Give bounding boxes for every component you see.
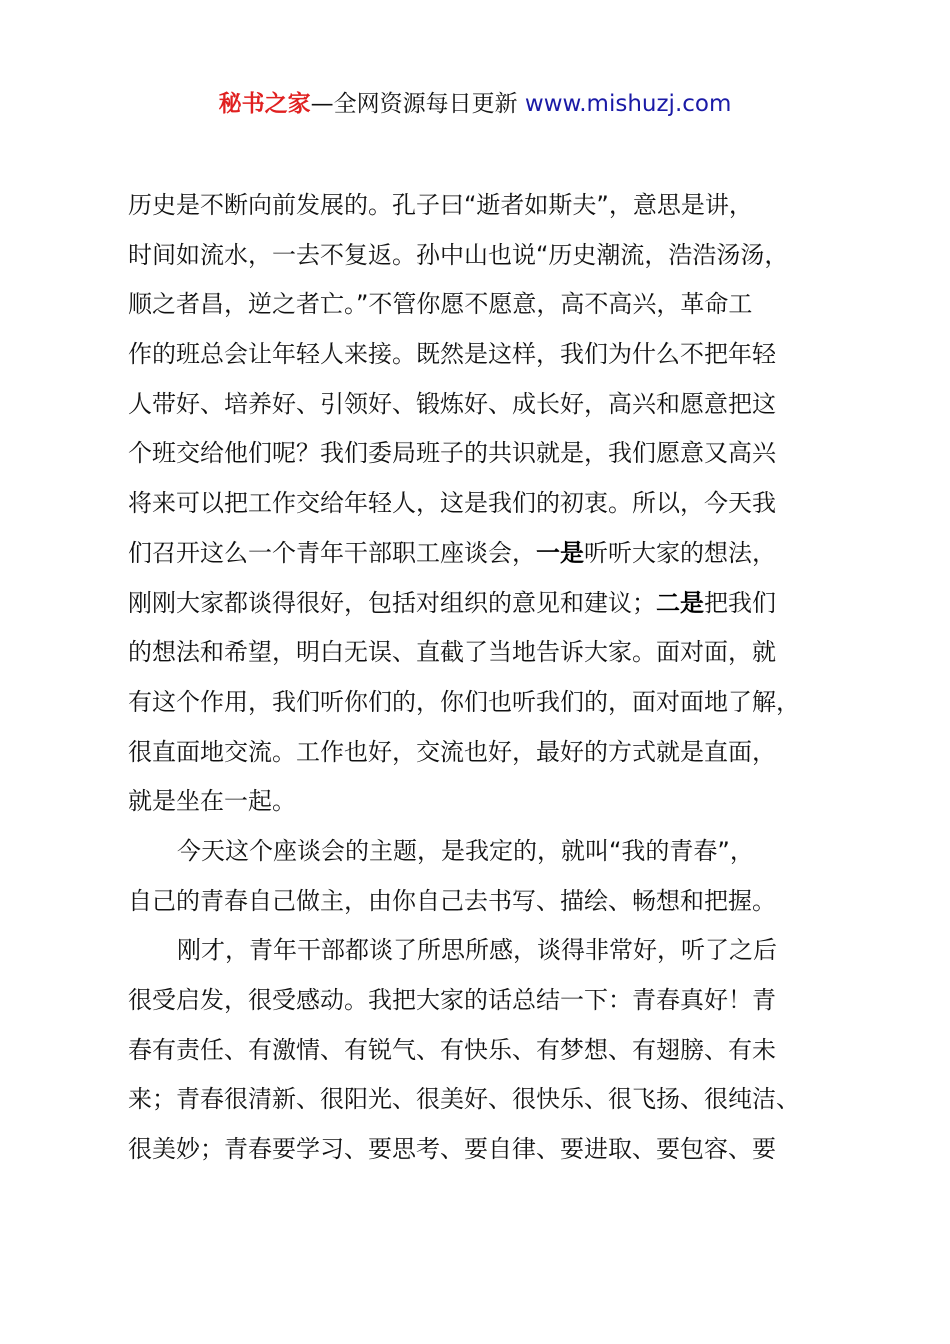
text-line-12: 很直面地交流。工作也好，交流也好，最好的方式就是直面，	[128, 737, 776, 766]
text-line-6: 个班交给他们呢？我们委局班子的共识就是，我们愿意又高兴	[128, 439, 776, 468]
text-line-19: 来；青春很清新、很阳光、很美好、很快乐、很飞扬、很纯洁、	[128, 1085, 800, 1114]
text-line-3: 顺之者昌，逆之者亡。”不管你愿不愿意，高不高兴，革命工	[128, 290, 753, 319]
text-line-15: 自己的青春自己做主，由你自己去书写、描绘、畅想和把握。	[128, 886, 776, 915]
text-line-1: 历史是不断向前发展的。孔子曰“逝者如斯夫”，意思是讲，	[128, 191, 753, 219]
text-line-11: 有这个作用，我们听你们的，你们也听我们的，面对面地了解，	[128, 687, 800, 716]
text-line-7: 将来可以把工作交给年轻人，这是我们的初衷。所以，今天我	[128, 489, 776, 518]
text-line-5: 人带好、培养好、引领好、锻炼好、成长好，高兴和愿意把这	[128, 389, 776, 418]
text-line-20: 很美妙；青春要学习、要思考、要自律、要进取、要包容、要	[128, 1135, 776, 1164]
brand-name: 秘书之家	[218, 91, 311, 117]
page-header	[0, 88, 950, 120]
text-line-14: 今天这个座谈会的主题，是我定的，就叫“我的青春”，	[177, 836, 754, 865]
text-line-9: 刚刚大家都谈得很好，包括对组织的意见和建议；二是把我们	[128, 588, 776, 617]
emphasis-second-point: 二是	[656, 588, 704, 617]
text-line-13: 就是坐在一起。	[128, 787, 296, 816]
text-line-10: 的想法和希望，明白无误、直截了当地告诉大家。面对面，就	[128, 638, 776, 667]
text-line-8: 们召开这么一个青年干部职工座谈会，一是听听大家的想法，	[128, 538, 776, 567]
emphasis-first-point: 一是	[536, 538, 584, 567]
text-line-4: 作的班总会让年轻人来接。既然是这样，我们为什么不把年轻	[128, 340, 776, 369]
header-tagline: —全网资源每日更新	[310, 91, 518, 117]
text-line-18: 春有责任、有激情、有锐气、有快乐、有梦想、有翅膀、有未	[128, 1035, 776, 1064]
text-line-17: 很受启发，很受感动。我把大家的话总结一下：青春真好！青	[128, 986, 776, 1014]
site-url-link[interactable]: www.mishuzj.com	[524, 91, 732, 117]
document-body	[128, 181, 858, 1175]
text-line-16: 刚才，青年干部都谈了所思所感，谈得非常好，听了之后	[177, 936, 777, 965]
text-line-2: 时间如流水，一去不复返。孙中山也说“历史潮流，浩浩汤汤，	[128, 240, 789, 269]
